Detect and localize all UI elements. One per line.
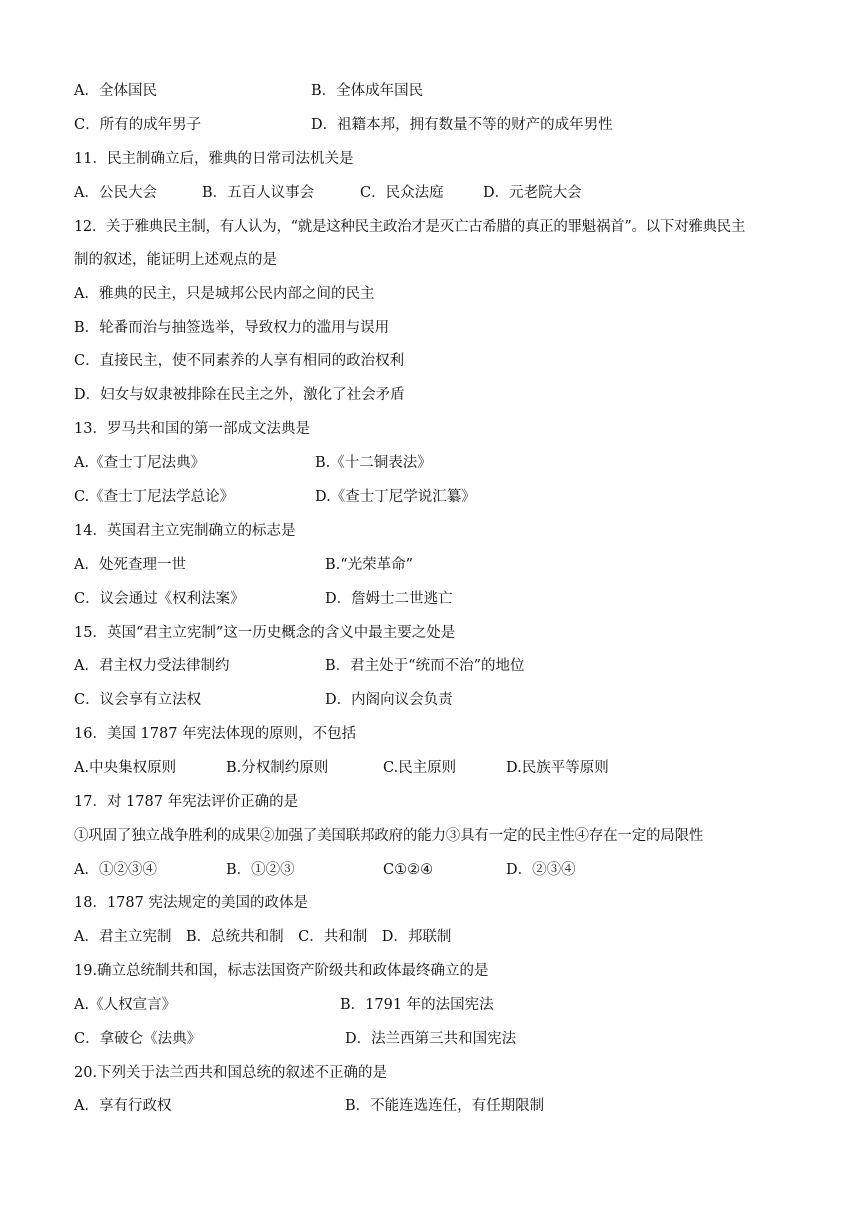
q13-stem: 13．罗马共和国的第一部成文法典是 <box>74 421 310 437</box>
q16-option-a: A.中央集权原则 <box>74 760 177 776</box>
q13-option-a: A.《查士丁尼法典》 <box>74 455 206 471</box>
q10-option-a: A．全体国民 <box>74 83 157 99</box>
q14-option-d: D．詹姆士二世逃亡 <box>325 591 453 607</box>
q12-option-b: B．轮番而治与抽签选举，导致权力的滥用与误用 <box>74 320 390 336</box>
q14-option-c: C．议会通过《权利法案》 <box>74 591 245 607</box>
q10-option-b: B．全体成年国民 <box>311 83 424 99</box>
q18-options: A．君主立宪制 B．总统共和制 C．共和制 D．邦联制 <box>74 929 452 945</box>
q19-option-b: B．1791 年的法国宪法 <box>340 997 494 1013</box>
q10-option-c: C．所有的成年男子 <box>74 117 202 133</box>
q11-option-b: B．五百人议事会 <box>202 185 315 201</box>
q16-option-d: D.民族平等原则 <box>506 760 609 776</box>
q11-stem: 11．民主制确立后，雅典的日常司法机关是 <box>74 151 354 167</box>
q15-option-c: C．议会享有立法权 <box>74 692 202 708</box>
q20-stem: 20.下列关于法兰西共和国总统的叙述不正确的是 <box>74 1065 388 1081</box>
q19-option-a: A.《人权宣言》 <box>74 997 177 1013</box>
q12-option-c: C．直接民主，使不同素养的人享有相同的政治权利 <box>74 353 405 369</box>
q12-stem-line2: 制的叙述，能证明上述观点的是 <box>74 252 277 268</box>
q12-option-d: D．妇女与奴隶被排除在民主之外，激化了社会矛盾 <box>74 387 405 403</box>
q15-stem: 15．英国“君主立宪制”这一历史概念的含义中最主要之处是 <box>74 625 456 641</box>
q15-option-d: D．内阁向议会负责 <box>325 692 453 708</box>
q12-option-a: A．雅典的民主，只是城邦公民内部之间的民主 <box>74 286 375 302</box>
q17-statements: ①巩固了独立战争胜利的成果②加强了美国联邦政府的能力③具有一定的民主性④存在一定的局限性 <box>74 828 704 844</box>
q11-option-c: C．民众法庭 <box>360 185 444 201</box>
q17-option-b: B．①②③ <box>226 862 295 878</box>
q12-stem-line1: 12．关于雅典民主制，有人认为，“就是这种民主政治才是灭亡古希腊的真正的罪魁祸首”。以下对雅典民主 <box>74 219 746 235</box>
q11-option-d: D．元老院大会 <box>483 185 582 201</box>
q17-option-d: D．②③④ <box>506 862 576 878</box>
q14-stem: 14．英国君主立宪制确立的标志是 <box>74 523 296 539</box>
q10-option-d: D．祖籍本邦，拥有数量不等的财产的成年男性 <box>311 117 613 133</box>
q14-option-a: A．处死查理一世 <box>74 557 186 573</box>
q18-stem: 18．1787 宪法规定的美国的政体是 <box>74 895 308 911</box>
q15-option-b: B．君主处于“统而不治”的地位 <box>325 658 525 674</box>
q15-option-a: A．君主权力受法律制约 <box>74 658 230 674</box>
q17-stem: 17．对 1787 年宪法评价正确的是 <box>74 794 299 810</box>
q16-option-b: B.分权制约原则 <box>226 760 329 776</box>
q13-option-d: D.《查士丁尼学说汇纂》 <box>315 489 476 505</box>
q19-option-c: C．拿破仑《法典》 <box>74 1031 202 1047</box>
q16-option-c: C.民主原则 <box>383 760 457 776</box>
q17-option-a: A．①②③④ <box>74 862 157 878</box>
q13-option-b: B.《十二铜表法》 <box>315 455 432 471</box>
q20-option-b: B．不能连选连任，有任期限制 <box>345 1098 545 1114</box>
q19-option-d: D．法兰西第三共和国宪法 <box>345 1031 517 1047</box>
q16-stem: 16．美国 1787 年宪法体现的原则，不包括 <box>74 726 357 742</box>
q11-option-a: A．公民大会 <box>74 185 157 201</box>
q20-option-a: A．享有行政权 <box>74 1098 172 1114</box>
q19-stem: 19.确立总统制共和国，标志法国资产阶级共和政体最终确立的是 <box>74 963 489 979</box>
q14-option-b: B.“光荣革命” <box>325 557 414 573</box>
q13-option-c: C.《查士丁尼法学总论》 <box>74 489 235 505</box>
q17-option-c: C①②④ <box>383 862 434 878</box>
